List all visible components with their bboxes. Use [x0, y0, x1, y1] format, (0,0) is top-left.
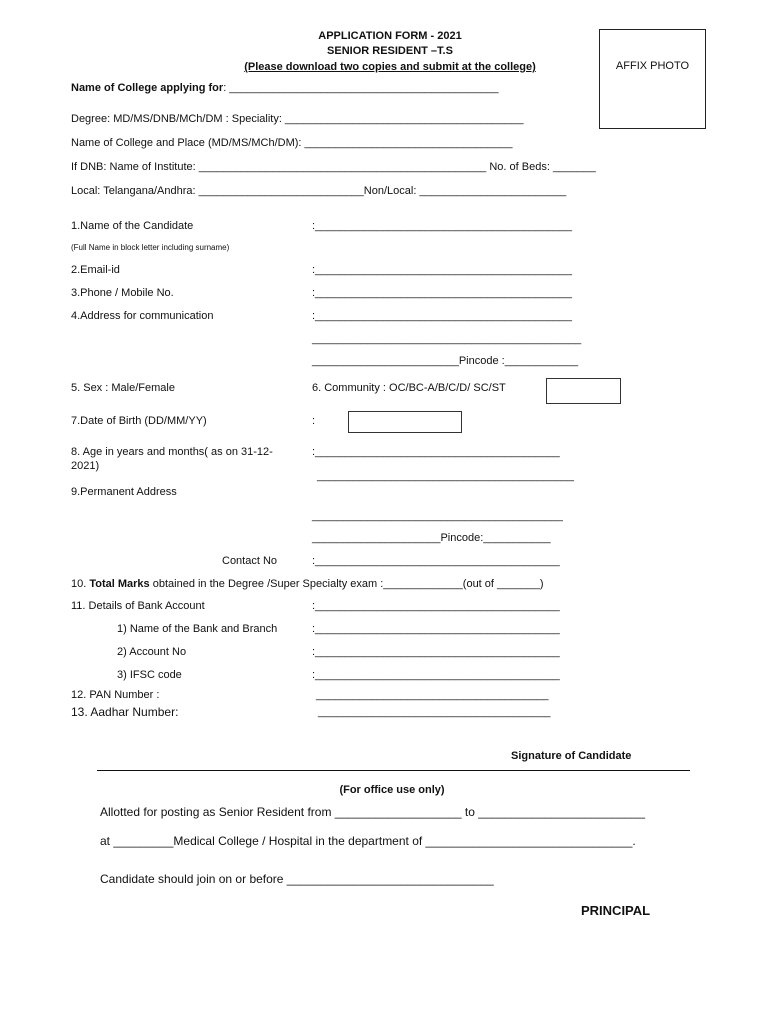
office-use-heading: (For office use only) [339, 784, 445, 796]
form-note: (Please download two copies and submit at the college) [244, 61, 536, 73]
dnb-institute-field[interactable]: If DNB: Name of Institute: _______________________________________________ No. of Beds: _______ [71, 161, 596, 173]
ifsc-blank[interactable]: :________________________________________ [312, 669, 560, 681]
account-no-label: 2) Account No [117, 646, 187, 658]
bank-name-blank[interactable]: :________________________________________ [312, 623, 560, 635]
candidate-name-blank[interactable]: :__________________________________________ [312, 220, 572, 232]
phone-blank[interactable]: :__________________________________________ [312, 287, 572, 299]
divider-line [97, 770, 690, 771]
permanent-address-label: 9.Permanent Address [71, 486, 177, 498]
age-label-line-2: 2021) [71, 460, 100, 472]
college-applying-field [71, 81, 498, 95]
degree-speciality-field[interactable]: Degree: MD/MS/DNB/MCh/DM : Speciality: _______________________________________ [71, 113, 524, 125]
dob-box[interactable] [348, 411, 462, 433]
phone-label: 3.Phone / Mobile No. [71, 287, 174, 299]
bank-details-blank[interactable]: :________________________________________ [312, 600, 560, 612]
total-marks-prefix: 10. [71, 578, 90, 590]
sex-field: 5. Sex : Male/Female [71, 382, 175, 394]
form-subtitle: SENIOR RESIDENT –T.S [327, 45, 453, 57]
age-label-line-1: 8. Age in years and months( as on 31-12- [71, 446, 273, 458]
total-marks-suffix: obtained in the Degree /Super Specialty exam :_____________(out of _______) [149, 578, 544, 590]
total-marks-bold: Total Marks [89, 578, 150, 590]
signature-label: Signature of Candidate [511, 750, 632, 762]
pan-label: 12. PAN Number : [71, 689, 160, 701]
address-label: 4.Address for communication [71, 310, 214, 322]
contact-blank[interactable]: :________________________________________ [312, 555, 560, 567]
candidate-name-label: 1.Name of the Candidate [71, 220, 194, 232]
age-blank[interactable]: :________________________________________ [312, 446, 560, 458]
college-applying-label: Name of College applying for [71, 82, 224, 94]
community-field: 6. Community : OC/BC-A/B/C/D/ SC/ST [312, 382, 506, 394]
email-blank[interactable]: :__________________________________________ [312, 264, 572, 276]
affix-photo-box [599, 29, 706, 129]
candidate-name-note: (Full Name in block letter including surname) [71, 243, 230, 252]
total-marks-field[interactable] [71, 577, 544, 591]
community-box[interactable] [546, 378, 621, 404]
age-blank-2[interactable]: __________________________________________ [317, 470, 574, 482]
bank-name-label: 1) Name of the Bank and Branch [117, 623, 278, 635]
dob-colon: : [312, 415, 316, 427]
bank-details-label: 11. Details of Bank Account [71, 600, 205, 612]
permanent-address-pincode[interactable]: _____________________Pincode:___________ [312, 532, 551, 544]
principal-label: PRINCIPAL [581, 903, 651, 918]
aadhar-label: 13. Aadhar Number: [71, 705, 179, 719]
local-nonlocal-field[interactable]: Local: Telangana/Andhra: ___________________________Non/Local: ________________________ [71, 185, 567, 197]
join-date-field[interactable]: Candidate should join on or before _______________________________ [100, 872, 494, 886]
pan-blank[interactable]: ______________________________________ [316, 689, 549, 701]
college-applying-blank[interactable]: : ____________________________________________ [223, 82, 499, 94]
account-no-blank[interactable]: :________________________________________ [312, 646, 560, 658]
medical-college-field[interactable]: at _________Medical College / Hospital in the department of _______________________________. [100, 834, 636, 848]
email-label: 2.Email-id [71, 264, 120, 276]
address-blank-2[interactable]: ____________________________________________ [312, 333, 582, 345]
form-title: APPLICATION FORM - 2021 [318, 30, 462, 42]
address-blank-1[interactable]: :__________________________________________ [312, 310, 572, 322]
college-place-field[interactable]: Name of College and Place (MD/MS/MCh/DM): __________________________________ [71, 137, 513, 149]
ifsc-label: 3) IFSC code [117, 669, 182, 681]
permanent-address-blank[interactable]: _________________________________________ [312, 510, 563, 522]
contact-label: Contact No [222, 555, 278, 567]
affix-photo-label: AFFIX PHOTO [615, 60, 690, 72]
dob-label: 7.Date of Birth (DD/MM/YY) [71, 415, 207, 427]
aadhar-blank[interactable]: ______________________________________ [318, 706, 551, 718]
allotted-field[interactable]: Allotted for posting as Senior Resident from ___________________ to _________________________ [100, 805, 646, 819]
address-pincode[interactable]: ________________________Pincode :____________ [312, 355, 579, 367]
